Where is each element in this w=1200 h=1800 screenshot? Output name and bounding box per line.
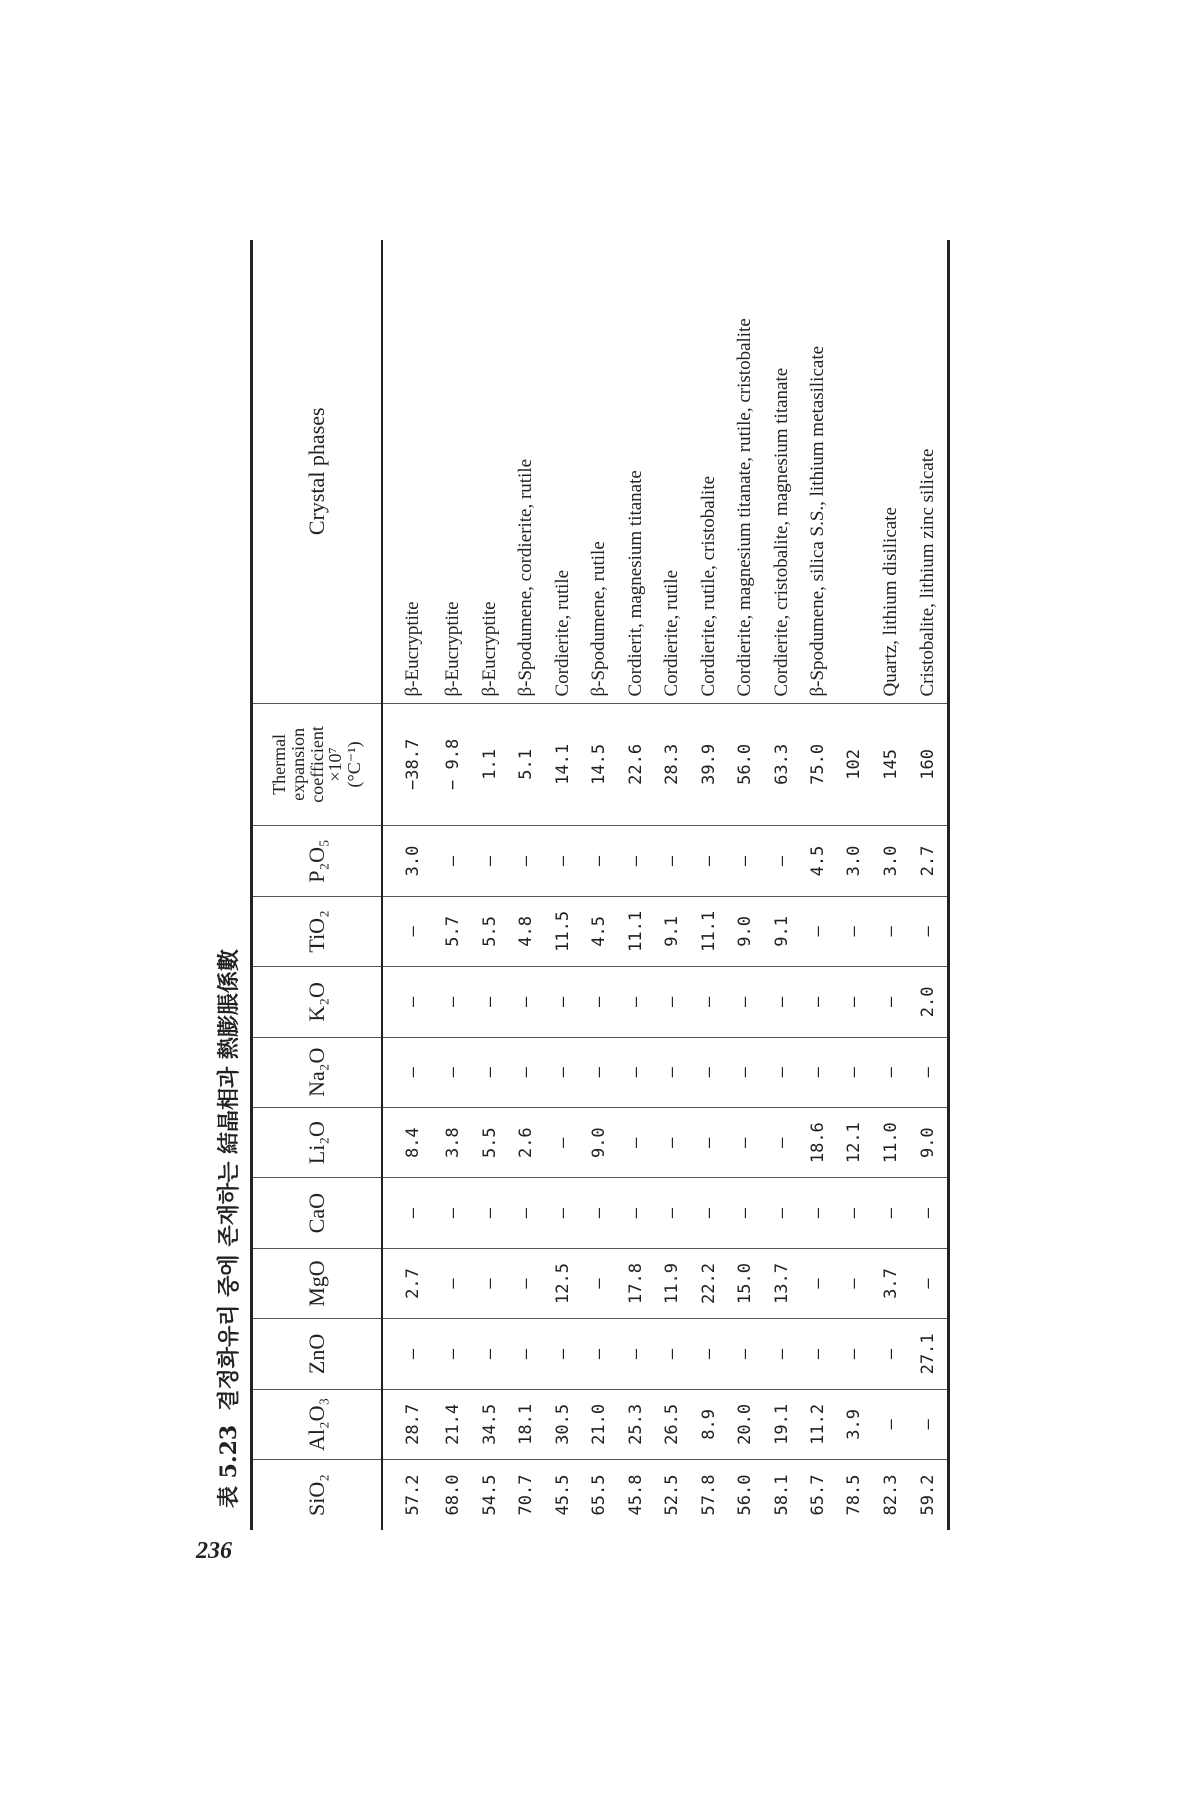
cell-na2o: — (544, 1037, 580, 1107)
cell-zno: — (382, 1319, 435, 1389)
cell-na2o: — (727, 1037, 763, 1107)
cell-sio2: 45.5 (552, 1474, 573, 1516)
cell-p2o5: 2.7 (909, 826, 948, 896)
header-crystal-phases: Crystal phases (252, 240, 383, 703)
cell-p2o5: — (763, 826, 799, 896)
cell-zno: — (690, 1319, 726, 1389)
cell-thermal: −38.7 (382, 703, 435, 826)
cell-na2o: — (654, 1037, 690, 1107)
cell-k2o: — (508, 967, 544, 1037)
cell-k2o: — (471, 967, 507, 1037)
cell-k2o: 2.0 (909, 967, 948, 1037)
cell-tio2: 9.0 (727, 896, 763, 966)
cell-mgo: — (836, 1248, 872, 1318)
cell-cao: — (873, 1178, 909, 1248)
cell-k2o: — (836, 967, 872, 1037)
cell-tio2: 4.8 (508, 896, 544, 966)
cell-tio2: — (800, 896, 836, 966)
cell-tio2: 11.5 (544, 896, 580, 966)
cell-thermal: 5.1 (508, 703, 544, 826)
page-number: 236 (196, 1538, 232, 1564)
cell-tio2: 5.5 (471, 896, 507, 966)
cell-al2o3: 25.3 (617, 1389, 653, 1459)
header-thermal-line: (°C⁻¹) (344, 741, 365, 788)
cell-li2o: 8.4 (382, 1107, 435, 1177)
cell-phases: β-Eucryptite (382, 240, 435, 703)
cell-cao: — (617, 1178, 653, 1248)
table-row (435, 240, 471, 1530)
cell-al2o3: 26.5 (654, 1389, 690, 1459)
cell-mgo: — (800, 1248, 836, 1318)
header-thermal (252, 703, 383, 826)
table-row (836, 240, 872, 1530)
cell-cao: — (581, 1178, 617, 1248)
header-li2o: Li₂O (252, 1107, 383, 1177)
cell-mgo: 11.9 (654, 1248, 690, 1318)
cell-k2o: — (690, 967, 726, 1037)
cell-li2o: — (763, 1107, 799, 1177)
cell-li2o: 12.1 (836, 1107, 872, 1177)
cell-thermal: 1.1 (471, 703, 507, 826)
header-mgo: MgO (252, 1248, 383, 1318)
table-row (690, 240, 726, 1530)
cell-phases: Cordierite, magnesium titanate, rutile, cristobalite (727, 240, 763, 703)
cell-tio2: 9.1 (654, 896, 690, 966)
cell-mgo: 2.7 (382, 1248, 435, 1318)
cell-na2o: — (508, 1037, 544, 1107)
cell-sio2: 57.2 (402, 1474, 423, 1516)
cell-p2o5: — (581, 826, 617, 896)
cell-na2o: — (382, 1037, 435, 1107)
cell-thermal: 63.3 (763, 703, 799, 826)
header-sio2: SiO₂ (252, 1460, 383, 1530)
cell-na2o: — (471, 1037, 507, 1107)
cell-thermal: 14.1 (544, 703, 580, 826)
header-thermal-line: ×10⁷ (325, 747, 346, 782)
cell-phases: Cordierite, rutile (654, 240, 690, 703)
cell-k2o: — (617, 967, 653, 1037)
cell-cao: — (382, 1178, 435, 1248)
cell-al2o3: 21.4 (435, 1389, 471, 1459)
cell-cao: — (544, 1178, 580, 1248)
table-body (382, 240, 949, 1530)
cell-sio2: 45.8 (625, 1474, 646, 1516)
cell-mgo: — (581, 1248, 617, 1318)
cell-thermal: 56.0 (727, 703, 763, 826)
cell-phases: β-Spodumene, rutile (581, 240, 617, 703)
rotated-table-container (250, 240, 950, 1530)
cell-tio2: 11.1 (690, 896, 726, 966)
header-zno: ZnO (252, 1319, 383, 1389)
cell-li2o: — (617, 1107, 653, 1177)
cell-al2o3: 8.9 (690, 1389, 726, 1459)
cell-al2o3: 19.1 (763, 1389, 799, 1459)
cell-k2o: — (800, 967, 836, 1037)
cell-sio2: 56.0 (735, 1474, 756, 1516)
cell-zno: — (581, 1319, 617, 1389)
cell-na2o: — (873, 1037, 909, 1107)
cell-cao: — (690, 1178, 726, 1248)
table-row (763, 240, 799, 1530)
cell-al2o3: — (909, 1389, 948, 1459)
cell-tio2: — (836, 896, 872, 966)
cell-zno: — (471, 1319, 507, 1389)
cell-al2o3: 21.0 (581, 1389, 617, 1459)
cell-zno: — (435, 1319, 471, 1389)
cell-k2o: — (435, 967, 471, 1037)
cell-phases: Cristobalite, lithium zinc silicate (909, 240, 948, 703)
cell-sio2: 54.5 (479, 1474, 500, 1516)
cell-mgo: 3.7 (873, 1248, 909, 1318)
cell-sio2: 57.8 (698, 1474, 719, 1516)
cell-thermal: − 9.8 (435, 703, 471, 826)
cell-p2o5: — (654, 826, 690, 896)
cell-p2o5: 3.0 (382, 826, 435, 896)
table-number: 表 5.23 (216, 1424, 242, 1508)
cell-k2o: — (763, 967, 799, 1037)
cell-k2o: — (544, 967, 580, 1037)
cell-p2o5: — (508, 826, 544, 896)
cell-na2o: — (909, 1037, 948, 1107)
table-caption (212, 935, 243, 1508)
cell-tio2: 5.7 (435, 896, 471, 966)
cell-tio2: — (909, 896, 948, 966)
cell-mgo: — (508, 1248, 544, 1318)
cell-cao: — (654, 1178, 690, 1248)
cell-zno: 27.1 (909, 1319, 948, 1389)
cell-sio2: 58.1 (771, 1474, 792, 1516)
cell-zno: — (654, 1319, 690, 1389)
header-thermal-line: coefficient (306, 726, 327, 803)
cell-cao: — (836, 1178, 872, 1248)
cell-mgo: 17.8 (617, 1248, 653, 1318)
cell-mgo: — (435, 1248, 471, 1318)
cell-mgo: — (909, 1248, 948, 1318)
table-row (581, 240, 617, 1530)
cell-tio2: — (873, 896, 909, 966)
cell-tio2: 4.5 (581, 896, 617, 966)
cell-li2o: — (727, 1107, 763, 1177)
cell-al2o3: 18.1 (508, 1389, 544, 1459)
cell-li2o: 9.0 (909, 1107, 948, 1177)
cell-zno: — (836, 1319, 872, 1389)
cell-na2o: — (800, 1037, 836, 1107)
cell-li2o: 5.5 (471, 1107, 507, 1177)
cell-na2o: — (617, 1037, 653, 1107)
cell-na2o: — (435, 1037, 471, 1107)
cell-p2o5: — (435, 826, 471, 896)
cell-al2o3: 20.0 (727, 1389, 763, 1459)
cell-k2o: — (873, 967, 909, 1037)
cell-p2o5: — (544, 826, 580, 896)
table-row (727, 240, 763, 1530)
cell-sio2: 78.5 (844, 1474, 865, 1516)
cell-sio2: 65.5 (589, 1474, 610, 1516)
cell-al2o3: — (873, 1389, 909, 1459)
header-k2o: K₂O (252, 967, 383, 1037)
cell-sio2: 70.7 (516, 1474, 537, 1516)
cell-thermal: 102 (836, 703, 872, 826)
cell-li2o: 11.0 (873, 1107, 909, 1177)
cell-al2o3: 28.7 (382, 1389, 435, 1459)
cell-mgo: — (471, 1248, 507, 1318)
cell-k2o: — (654, 967, 690, 1037)
cell-li2o: — (654, 1107, 690, 1177)
cell-sio2: 68.0 (443, 1474, 464, 1516)
table-row (544, 240, 580, 1530)
cell-thermal: 75.0 (800, 703, 836, 826)
table-row (873, 240, 909, 1530)
cell-cao: — (909, 1178, 948, 1248)
cell-al2o3: 3.9 (836, 1389, 872, 1459)
cell-thermal: 39.9 (690, 703, 726, 826)
cell-k2o: — (382, 967, 435, 1037)
cell-phases: Cordierite, rutile, cristobalite (690, 240, 726, 703)
cell-na2o: — (836, 1037, 872, 1107)
cell-phases: Quartz, lithium disilicate (873, 240, 909, 703)
table-row (800, 240, 836, 1530)
cell-cao: — (763, 1178, 799, 1248)
cell-sio2: 52.5 (662, 1474, 683, 1516)
cell-na2o: — (690, 1037, 726, 1107)
cell-tio2: 9.1 (763, 896, 799, 966)
cell-cao: — (800, 1178, 836, 1248)
cell-thermal: 14.5 (581, 703, 617, 826)
cell-tio2: — (382, 896, 435, 966)
header-tio2: TiO₂ (252, 896, 383, 966)
table-row (909, 240, 948, 1530)
cell-na2o: — (763, 1037, 799, 1107)
cell-zno: — (508, 1319, 544, 1389)
cell-li2o: 18.6 (800, 1107, 836, 1177)
cell-k2o: — (581, 967, 617, 1037)
cell-phases: Cordierite, rutile (544, 240, 580, 703)
header-thermal-line: expansion (287, 727, 308, 801)
composition-table (250, 240, 950, 1530)
cell-p2o5: 3.0 (836, 826, 872, 896)
cell-phases: β-Spodumene, cordierite, rutile (508, 240, 544, 703)
cell-zno: — (873, 1319, 909, 1389)
cell-phases: Cordierite, cristobalite, magnesium titanate (763, 240, 799, 703)
cell-li2o: 2.6 (508, 1107, 544, 1177)
cell-zno: — (800, 1319, 836, 1389)
cell-al2o3: 11.2 (800, 1389, 836, 1459)
cell-thermal: 28.3 (654, 703, 690, 826)
table-row (654, 240, 690, 1530)
cell-phases: β-Eucryptite (471, 240, 507, 703)
cell-p2o5: — (727, 826, 763, 896)
table-title: 결정화유리 중에 존재하는 結晶相과 熱膨脹係數 (216, 949, 242, 1411)
header-al2o3: Al₂O₃ (252, 1389, 383, 1459)
cell-zno: — (544, 1319, 580, 1389)
cell-phases: Cordierit, magnesium titanate (617, 240, 653, 703)
cell-p2o5: 4.5 (800, 826, 836, 896)
cell-cao: — (508, 1178, 544, 1248)
cell-li2o: — (544, 1107, 580, 1177)
cell-p2o5: — (617, 826, 653, 896)
cell-zno: — (727, 1319, 763, 1389)
cell-p2o5: 3.0 (873, 826, 909, 896)
header-na2o: Na₂O (252, 1037, 383, 1107)
cell-thermal: 145 (873, 703, 909, 826)
cell-cao: — (435, 1178, 471, 1248)
cell-phases: β-Spodumene, silica S.S., lithium metasilicate (800, 240, 836, 703)
cell-mgo: 15.0 (727, 1248, 763, 1318)
cell-mgo: 13.7 (763, 1248, 799, 1318)
cell-cao: — (471, 1178, 507, 1248)
table-row (471, 240, 507, 1530)
table-row (382, 240, 435, 1530)
cell-mgo: 22.2 (690, 1248, 726, 1318)
cell-mgo: 12.5 (544, 1248, 580, 1318)
header-thermal-line: Thermal (268, 733, 289, 795)
cell-p2o5: — (690, 826, 726, 896)
cell-thermal: 160 (909, 703, 948, 826)
cell-li2o: 9.0 (581, 1107, 617, 1177)
cell-zno: — (763, 1319, 799, 1389)
cell-sio2: 65.7 (807, 1474, 828, 1516)
cell-li2o: — (690, 1107, 726, 1177)
cell-phases (836, 240, 872, 703)
cell-zno: — (617, 1319, 653, 1389)
cell-li2o: 3.8 (435, 1107, 471, 1177)
cell-phases: β-Eucryptite (435, 240, 471, 703)
header-row (252, 240, 383, 1530)
cell-k2o: — (727, 967, 763, 1037)
cell-sio2: 59.2 (918, 1474, 939, 1516)
cell-tio2: 11.1 (617, 896, 653, 966)
header-cao: CaO (252, 1178, 383, 1248)
table-row (508, 240, 544, 1530)
cell-al2o3: 34.5 (471, 1389, 507, 1459)
cell-thermal: 22.6 (617, 703, 653, 826)
table-row (617, 240, 653, 1530)
cell-p2o5: — (471, 826, 507, 896)
cell-cao: — (727, 1178, 763, 1248)
cell-sio2: 82.3 (880, 1474, 901, 1516)
cell-na2o: — (581, 1037, 617, 1107)
header-p2o5: P₂O₅ (252, 826, 383, 896)
cell-al2o3: 30.5 (544, 1389, 580, 1459)
